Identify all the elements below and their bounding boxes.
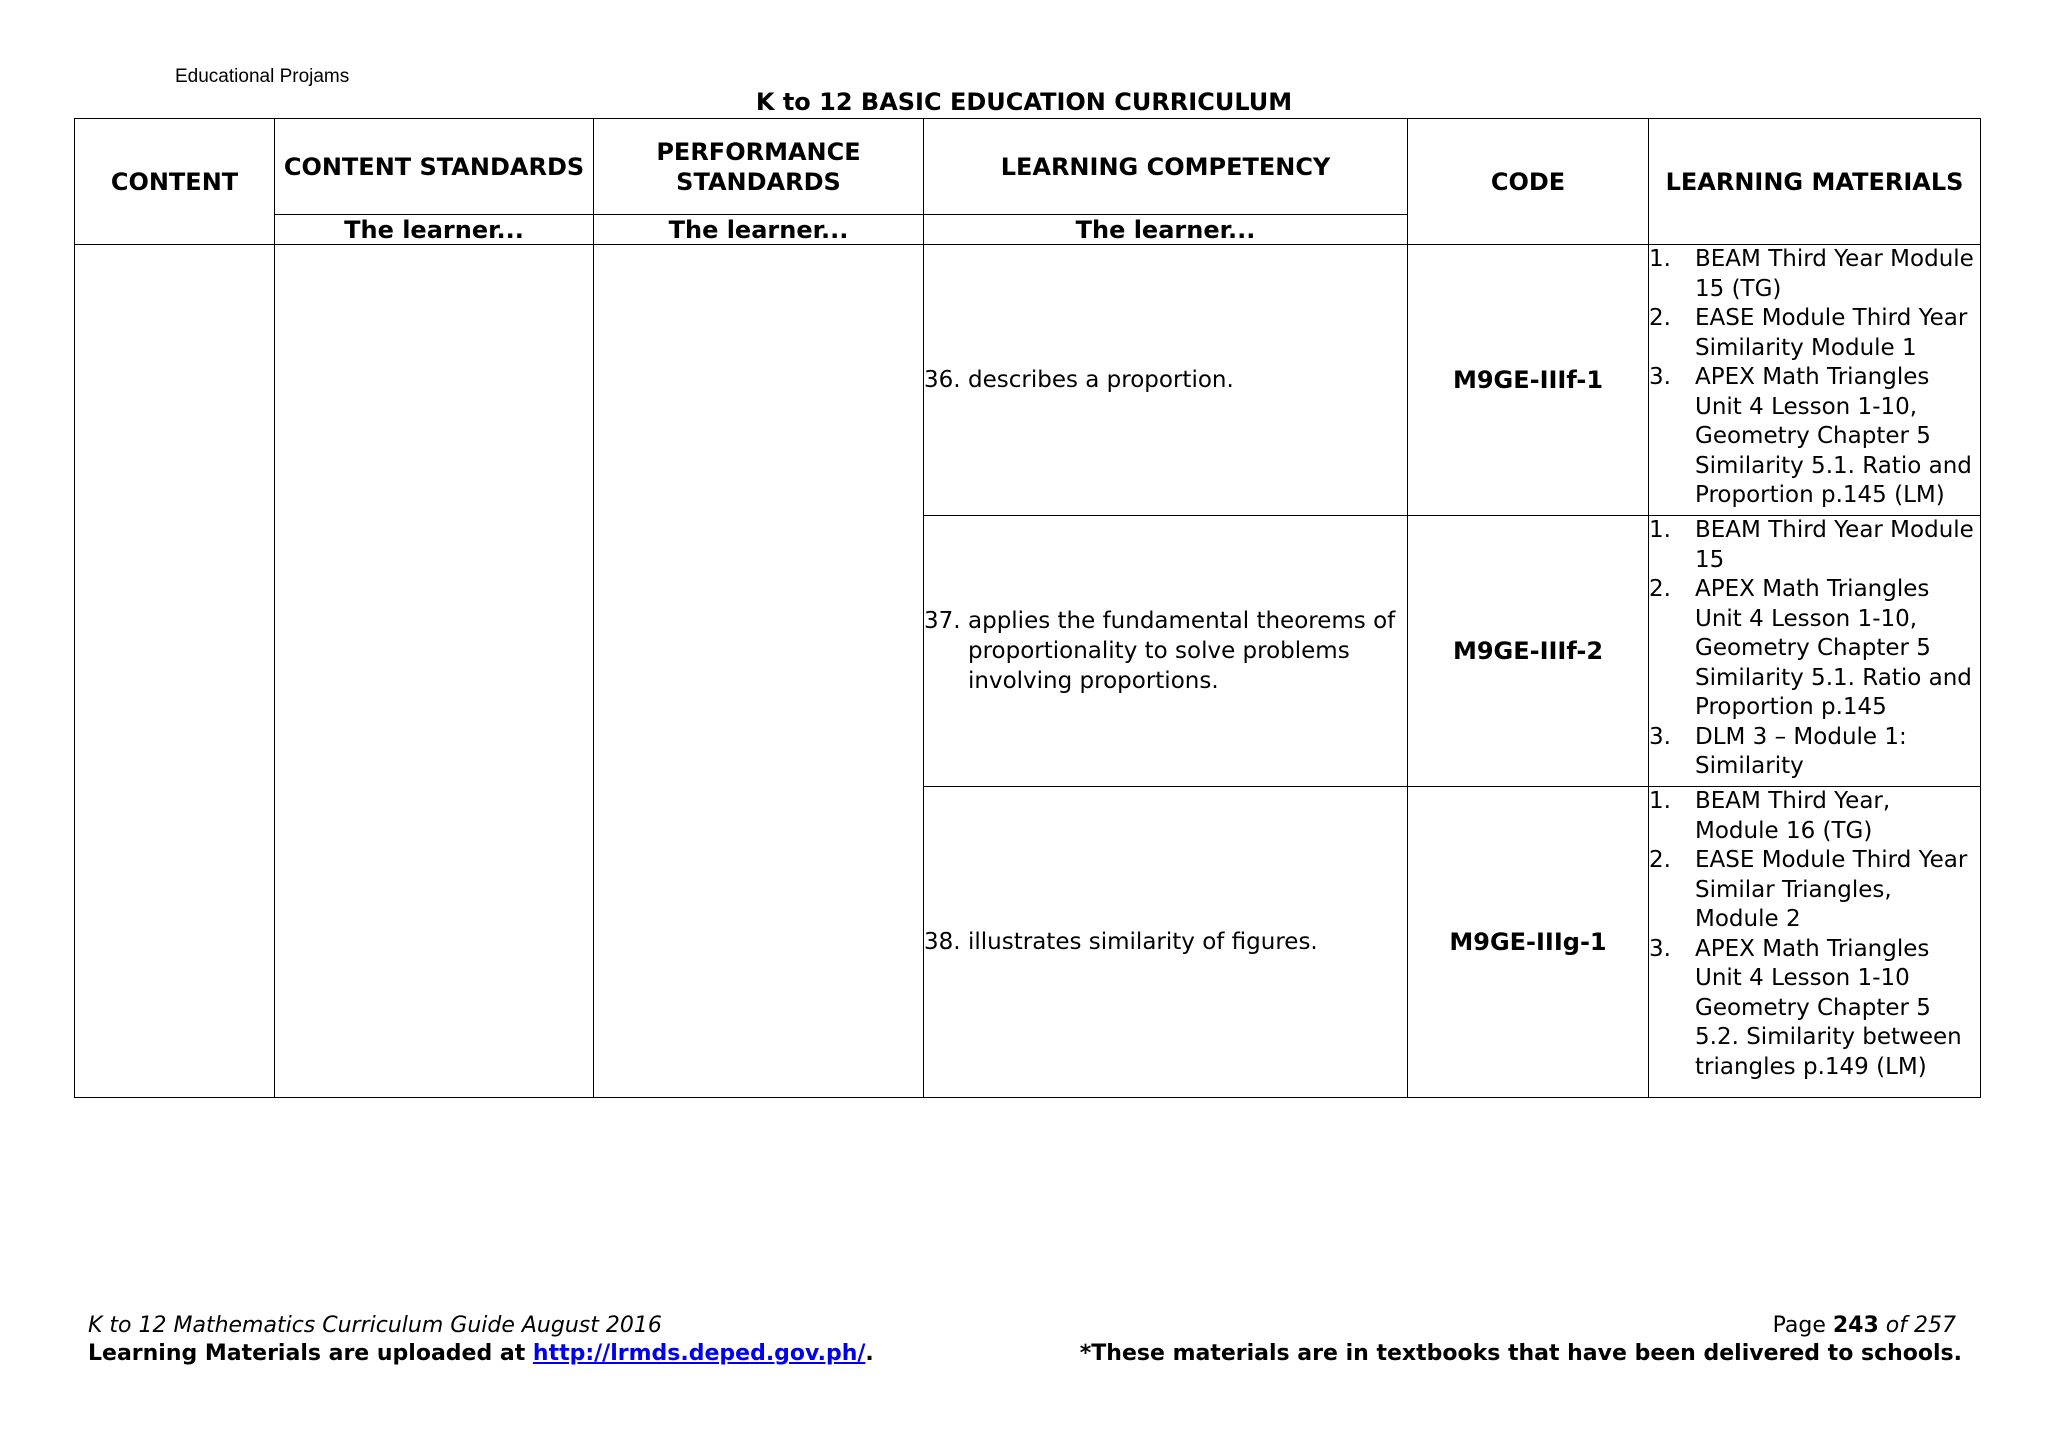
competency-text: describes a proportion. <box>968 367 1234 394</box>
list-item: 3. DLM 3 – Module 1: Similarity <box>1649 723 1907 780</box>
list-item: 2. APEX Math Triangles Unit 4 Lesson 1-10, Geometry Chapter 5 Similarity 5.1. Ratio and Proportion p.145 <box>1649 576 1972 721</box>
materials-list <box>1649 787 1980 1082</box>
materials-cell <box>1649 516 1981 787</box>
code-cell: M9GE-IIIf-1 <box>1408 245 1649 516</box>
content-cell <box>75 245 275 1098</box>
header-performance-standards: PERFORMANCE STANDARDS <box>594 119 924 215</box>
list-item: 3. APEX Math Triangles Unit 4 Lesson 1-10 Geometry Chapter 5 5.2. Similarity between triangles p.149 (LM) <box>1649 935 1962 1080</box>
subheader-content-standards: The learner... <box>275 215 594 245</box>
materials-list <box>1649 516 1980 782</box>
curriculum-table <box>74 118 1981 1098</box>
code-cell: M9GE-IIIf-2 <box>1408 516 1649 787</box>
list-item: 1. BEAM Third Year, Module 16 (TG) <box>1649 788 1891 844</box>
competency-number: 37. <box>924 608 961 635</box>
list-item: 2. EASE Module Third Year Similarity Module 1 <box>1649 305 1968 361</box>
materials-cell <box>1649 787 1981 1098</box>
competency-text: applies the fundamental theorems of proportionality to solve problems involving proportions. <box>968 608 1396 695</box>
header-content: CONTENT <box>75 119 275 245</box>
list-item: 1. BEAM Third Year Module 15 (TG) <box>1649 246 1974 302</box>
competency-cell <box>924 787 1408 1098</box>
materials-cell <box>1649 245 1981 516</box>
subheader-learning-competency: The learner... <box>924 215 1408 245</box>
lrmds-link[interactable]: http://lrmds.deped.gov.ph/ <box>532 1341 866 1366</box>
footer-textbook-note: *These materials are in textbooks that have been delivered to schools. <box>1079 1341 1962 1366</box>
footer-guide: K to 12 Mathematics Curriculum Guide August 2016 <box>88 1313 662 1338</box>
code-cell: M9GE-IIIg-1 <box>1408 787 1649 1098</box>
list-item: 1. BEAM Third Year Module 15 <box>1649 517 1974 573</box>
competency-number: 36. <box>924 367 961 394</box>
competency-number: 38. <box>924 929 961 955</box>
performance-standards-cell <box>594 245 924 1098</box>
table-row <box>75 245 1981 516</box>
list-item: 3. APEX Math Triangles Unit 4 Lesson 1-10, Geometry Chapter 5 Similarity 5.1. Ratio and Proportion p.145 (LM) <box>1649 364 1972 509</box>
header-learning-materials: LEARNING MATERIALS <box>1649 119 1981 245</box>
materials-list <box>1649 245 1980 511</box>
footer-page-number: Page 243 of 257 <box>1772 1313 1956 1338</box>
subheader-performance-standards: The learner... <box>594 215 924 245</box>
competency-cell <box>924 245 1408 516</box>
competency-text: illustrates similarity of figures. <box>968 929 1318 955</box>
list-item: 2. EASE Module Third Year Similar Triangles, Module 2 <box>1649 847 1968 933</box>
header-learning-competency: LEARNING COMPETENCY <box>924 119 1408 215</box>
document-title: K to 12 BASIC EDUCATION CURRICULUM <box>755 88 1293 116</box>
content-standards-cell <box>275 245 594 1098</box>
brand-label: Educational Projams <box>175 66 350 87</box>
competency-cell <box>924 516 1408 787</box>
footer-upload-note: Learning Materials are uploaded at http://lrmds.deped.gov.ph/. <box>88 1341 874 1366</box>
header-content-standards: CONTENT STANDARDS <box>275 119 594 215</box>
header-code: CODE <box>1408 119 1649 245</box>
